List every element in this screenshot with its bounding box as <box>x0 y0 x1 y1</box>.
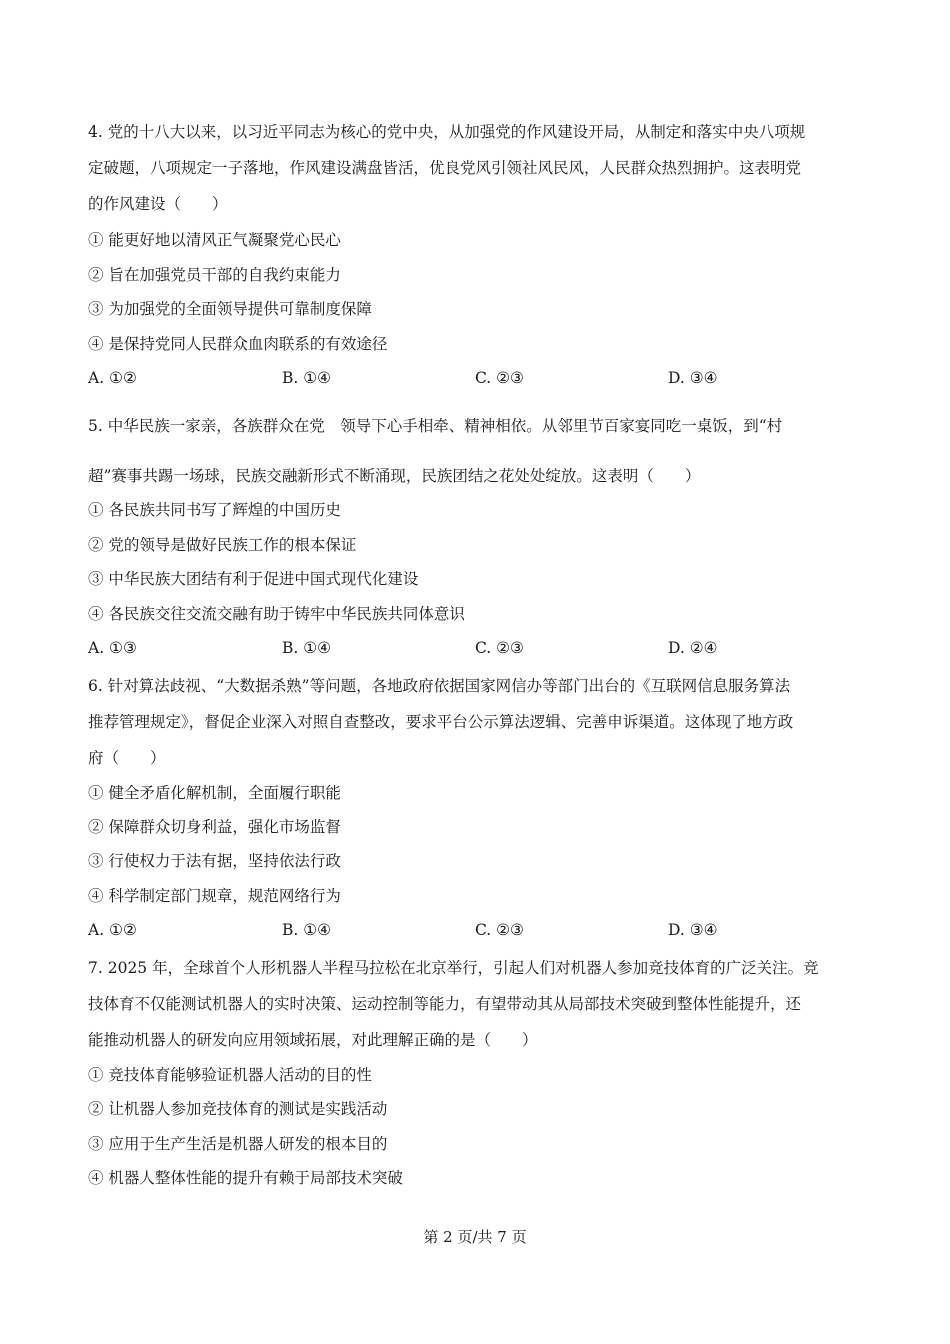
q7-stem-line-1: 7. 2025 年，全球首个人形机器人半程马拉松在北京举行，引起人们对机器人参加竞技体育的广泛关注。竞 <box>88 959 819 977</box>
q4-stem-line-2: 定破题，八项规定一子落地，作风建设满盘皆活，优良党风引领社风民风，人民群众热烈拥护。这表明党 <box>88 159 802 177</box>
q6-choice-b: B. ①④ <box>282 921 332 939</box>
q5-statement-1: ① 各民族共同书写了辉煌的中国历史 <box>88 501 341 519</box>
q6-statement-3: ③ 行使权力于法有据，坚持依法行政 <box>88 852 341 870</box>
q7-statement-2: ② 让机器人参加竞技体育的测试是实践活动 <box>88 1100 388 1118</box>
q5-stem-line-1: 5. 中华民族一家亲，各族群众在党 领导下心手相牵、精神相依。从邻里节百家宴同吃一桌饭，到“村 <box>88 417 783 435</box>
q7-stem-line-2: 技体育不仅能测试机器人的实时决策、运动控制等能力，有望带动其从局部技术突破到整体性能提升，还 <box>88 995 802 1013</box>
q6-stem-line-3: 府（ ） <box>88 749 166 767</box>
q4-statement-4: ④ 是保持党同人民群众血肉联系的有效途径 <box>88 335 388 353</box>
q5-stem-line-2: 超”赛事共踢一场球，民族交融新形式不断涌现，民族团结之花处处绽放。这表明（ ） <box>88 467 701 485</box>
q5-choice-a: A. ①③ <box>88 639 137 657</box>
q5-choice-d: D. ②④ <box>668 639 718 657</box>
q7-stem-line-3: 能推动机器人的研发向应用领域拓展，对此理解正确的是（ ） <box>88 1031 538 1049</box>
q6-statement-2: ② 保障群众切身利益，强化市场监督 <box>88 818 341 836</box>
q4-stem-line-3: 的作风建设（ ） <box>88 195 228 213</box>
q5-statement-2: ② 党的领导是做好民族工作的根本保证 <box>88 536 357 554</box>
q7-statement-3: ③ 应用于生产生活是机器人研发的根本目的 <box>88 1135 388 1153</box>
q4-stem-line-1: 4. 党的十八大以来，以习近平同志为核心的党中央，从加强党的作风建设开局，从制定和落实中央八项规 <box>88 123 806 141</box>
q5-choice-c: C. ②③ <box>475 639 524 657</box>
q6-choice-c: C. ②③ <box>475 921 524 939</box>
q5-statement-3: ③ 中华民族大团结有利于促进中国式现代化建设 <box>88 570 419 588</box>
q4-choice-a: A. ①② <box>88 369 137 387</box>
q4-choice-d: D. ③④ <box>668 369 718 387</box>
q4-statement-2: ② 旨在加强党员干部的自我约束能力 <box>88 266 341 284</box>
q6-choice-d: D. ③④ <box>668 921 718 939</box>
q5-statement-4: ④ 各民族交往交流交融有助于铸牢中华民族共同体意识 <box>88 605 465 623</box>
page-number-footer: 第 2 页/共 7 页 <box>423 1228 527 1246</box>
q7-statement-1: ① 竞技体育能够验证机器人活动的目的性 <box>88 1066 372 1084</box>
q4-statement-3: ③ 为加强党的全面领导提供可靠制度保障 <box>88 300 372 318</box>
q4-choice-b: B. ①④ <box>282 369 332 387</box>
q6-statement-1: ① 健全矛盾化解机制，全面履行职能 <box>88 784 341 802</box>
q4-statement-1: ① 能更好地以清风正气凝聚党心民心 <box>88 231 341 249</box>
q6-stem-line-2: 推荐管理规定》，督促企业深入对照自查整改，要求平台公示算法逻辑、完善申诉渠道。这体现了地方政 <box>88 713 794 731</box>
q6-statement-4: ④ 科学制定部门规章，规范网络行为 <box>88 887 341 905</box>
q4-choice-c: C. ②③ <box>475 369 524 387</box>
q6-choice-a: A. ①② <box>88 921 137 939</box>
q6-stem-line-1: 6. 针对算法歧视、“大数据杀熟”等问题，各地政府依据国家网信办等部门出台的《互联网信息服务算法 <box>88 677 791 695</box>
q5-choice-b: B. ①④ <box>282 639 332 657</box>
q7-statement-4: ④ 机器人整体性能的提升有赖于局部技术突破 <box>88 1169 403 1187</box>
